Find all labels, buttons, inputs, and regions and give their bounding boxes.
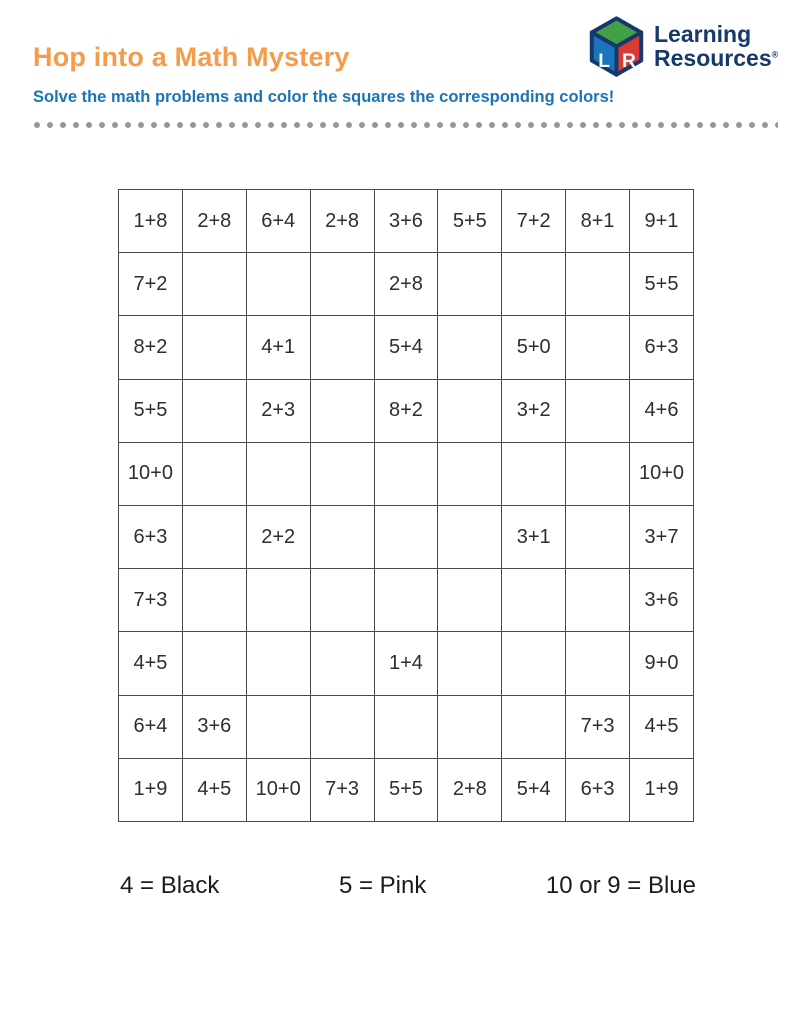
grid-cell-empty [310, 253, 374, 316]
grid-cell-problem: 3+6 [182, 695, 246, 758]
grid-cell-empty [182, 632, 246, 695]
grid-cell-empty [374, 442, 438, 505]
legend-item-black: 4 = Black [120, 872, 220, 899]
logo-cube-icon [588, 15, 645, 78]
logo-letter-l: L [598, 50, 610, 72]
grid-cell-empty [438, 253, 502, 316]
logo-letter-r: R [621, 50, 636, 72]
grid-cell-empty [566, 632, 630, 695]
legend-item-blue: 10 or 9 = Blue [545, 872, 696, 899]
grid-cell-problem: 1+4 [374, 632, 438, 695]
grid-row [119, 253, 694, 316]
grid-cell-empty [310, 316, 374, 379]
grid-cell-problem: 3+1 [502, 505, 566, 568]
grid-cell-problem: 9+1 [630, 190, 694, 253]
grid-cell-empty [374, 695, 438, 758]
grid-cell-empty [246, 253, 310, 316]
logo-brand-line2: Resources® [654, 44, 779, 71]
page-title: Hop into a Math Mystery [33, 42, 350, 72]
grid-cell-empty [566, 569, 630, 632]
grid-cell-empty [438, 316, 502, 379]
grid-row [119, 442, 694, 505]
dotted-divider [33, 121, 778, 129]
grid-cell-empty [310, 569, 374, 632]
grid-cell-problem: 2+2 [246, 505, 310, 568]
grid-cell-empty [310, 632, 374, 695]
grid-cell-empty [310, 379, 374, 442]
grid-cell-empty [182, 442, 246, 505]
grid-cell-empty [566, 253, 630, 316]
grid-cell-problem: 6+3 [630, 316, 694, 379]
grid-cell-empty [374, 569, 438, 632]
grid-cell-problem: 4+6 [630, 379, 694, 442]
grid-row [119, 316, 694, 379]
grid-row [119, 379, 694, 442]
grid-cell-problem: 7+2 [119, 253, 183, 316]
logo-brand-name [654, 20, 779, 71]
grid-row [119, 632, 694, 695]
grid-cell-problem: 6+4 [246, 190, 310, 253]
grid-cell-empty [438, 632, 502, 695]
grid-cell-problem: 1+8 [119, 190, 183, 253]
grid-cell-empty [566, 316, 630, 379]
grid-cell-empty [502, 695, 566, 758]
grid-cell-problem: 7+3 [566, 695, 630, 758]
grid-row [119, 758, 694, 821]
grid-row [119, 569, 694, 632]
grid-cell-problem: 5+5 [438, 190, 502, 253]
grid-cell-problem: 7+3 [310, 758, 374, 821]
grid-cell-empty [438, 569, 502, 632]
grid-cell-empty [502, 632, 566, 695]
grid-cell-empty [374, 505, 438, 568]
grid-cell-problem: 2+8 [182, 190, 246, 253]
grid-cell-problem: 10+0 [246, 758, 310, 821]
grid-cell-empty [438, 442, 502, 505]
instructions-text: Solve the math problems and color the squares the corresponding colors! [33, 88, 615, 106]
math-grid [118, 189, 694, 822]
grid-cell-empty [310, 442, 374, 505]
grid-cell-empty [246, 695, 310, 758]
grid-cell-problem: 9+0 [630, 632, 694, 695]
grid-cell-problem: 8+2 [119, 316, 183, 379]
grid-cell-empty [246, 442, 310, 505]
grid-cell-empty [502, 442, 566, 505]
math-grid-body [119, 190, 694, 822]
grid-cell-problem: 4+5 [182, 758, 246, 821]
grid-cell-problem: 6+3 [119, 505, 183, 568]
grid-cell-problem: 10+0 [630, 442, 694, 505]
grid-cell-empty [182, 379, 246, 442]
grid-cell-problem: 5+5 [374, 758, 438, 821]
grid-cell-problem: 1+9 [119, 758, 183, 821]
grid-cell-problem: 4+5 [119, 632, 183, 695]
grid-cell-empty [182, 505, 246, 568]
legend-item-pink: 5 = Pink [338, 872, 427, 899]
grid-cell-empty [566, 442, 630, 505]
grid-row [119, 505, 694, 568]
grid-cell-empty [310, 505, 374, 568]
grid-row [119, 190, 694, 253]
grid-cell-problem: 3+7 [630, 505, 694, 568]
grid-cell-empty [182, 569, 246, 632]
grid-cell-empty [182, 253, 246, 316]
grid-cell-problem: 5+4 [374, 316, 438, 379]
grid-cell-empty [438, 505, 502, 568]
grid-cell-problem: 4+5 [630, 695, 694, 758]
grid-cell-empty [438, 379, 502, 442]
grid-cell-problem: 2+3 [246, 379, 310, 442]
learning-resources-logo [588, 15, 778, 78]
grid-cell-problem: 6+4 [119, 695, 183, 758]
grid-cell-problem: 6+3 [566, 758, 630, 821]
logo-brand-line1: Learning [654, 20, 752, 47]
grid-cell-empty [438, 695, 502, 758]
grid-cell-empty [566, 379, 630, 442]
grid-cell-empty [182, 316, 246, 379]
grid-cell-problem: 2+8 [374, 253, 438, 316]
grid-cell-problem: 2+8 [310, 190, 374, 253]
grid-cell-problem: 8+1 [566, 190, 630, 253]
grid-cell-problem: 3+6 [374, 190, 438, 253]
grid-cell-problem: 4+1 [246, 316, 310, 379]
grid-cell-problem: 3+2 [502, 379, 566, 442]
grid-cell-problem: 7+3 [119, 569, 183, 632]
grid-cell-problem: 1+9 [630, 758, 694, 821]
grid-cell-problem: 5+0 [502, 316, 566, 379]
grid-cell-problem: 2+8 [438, 758, 502, 821]
grid-cell-problem: 5+5 [119, 379, 183, 442]
grid-row [119, 695, 694, 758]
grid-cell-empty [502, 569, 566, 632]
grid-cell-empty [502, 253, 566, 316]
grid-cell-problem: 7+2 [502, 190, 566, 253]
registered-mark: ® [771, 48, 779, 59]
grid-cell-problem: 5+5 [630, 253, 694, 316]
grid-cell-problem: 10+0 [119, 442, 183, 505]
grid-cell-problem: 3+6 [630, 569, 694, 632]
grid-cell-problem: 5+4 [502, 758, 566, 821]
grid-cell-problem: 8+2 [374, 379, 438, 442]
grid-cell-empty [566, 505, 630, 568]
grid-cell-empty [246, 569, 310, 632]
grid-cell-empty [310, 695, 374, 758]
grid-cell-empty [246, 632, 310, 695]
color-legend [120, 872, 696, 900]
